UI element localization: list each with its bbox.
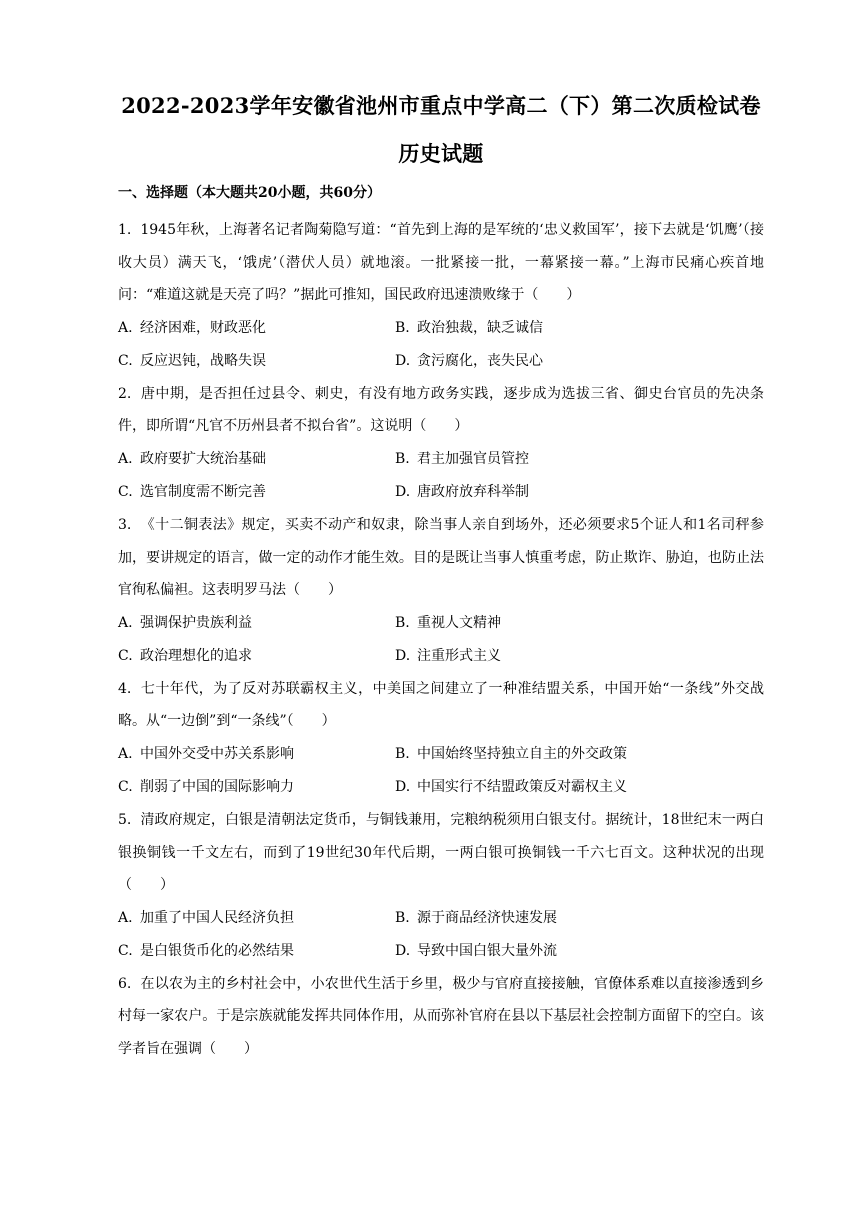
answer-option [395,935,764,968]
answer-option [395,607,764,640]
answer-option [118,640,395,673]
exam-subtitle: 历史试题 [398,141,484,166]
answer-option [395,771,764,804]
question-stem [118,804,764,902]
option-text: 政治理想化的追求 [140,647,252,664]
option-letter: D. [395,647,411,664]
section-heading: 一、选择题（本大题共20小题，共60分） [118,185,381,201]
option-letter: C. [118,778,133,795]
option-text: 贪污腐化，丧失民心 [417,352,543,369]
option-list [118,443,764,509]
question-stem [118,214,764,312]
option-letter: D. [395,352,411,369]
question-number: 3. [118,516,132,533]
option-text: 政治独裁，缺乏诚信 [417,319,543,336]
option-text: 经济困难，财政恶化 [140,319,266,336]
answer-option [118,312,395,345]
answer-option [395,312,764,345]
option-letter: C. [118,352,133,369]
answer-option [395,902,764,935]
option-text: 注重形式主义 [417,647,501,664]
answer-option [118,935,395,968]
question-item [118,509,764,673]
answer-option [395,443,764,476]
answer-option [118,345,395,378]
option-letter: D. [395,778,411,795]
option-letter: A. [118,450,133,467]
question-stem [118,509,764,607]
answer-option [395,345,764,378]
option-text: 强调保护贵族利益 [140,614,252,631]
question-item [118,378,764,509]
option-text: 君主加强官员管控 [417,450,529,467]
answer-option [118,476,395,509]
option-list [118,738,764,804]
option-text: 选官制度需不断完善 [140,483,266,500]
answer-option [395,476,764,509]
answer-option [118,902,395,935]
option-letter: B. [395,614,410,631]
option-letter: B. [395,450,410,467]
question-text: 清政府规定，白银是清朝法定货币，与铜钱兼用，完粮纳税须用白银支付。据统计，18世纪末一两白银换铜钱一千文左右，而到了19世纪30年代后期，一两白银可换铜钱一千六七百文。这种状况的出现（ ） [118,811,764,894]
option-letter: B. [395,909,410,926]
answer-option [395,738,764,771]
option-text: 反应迟钝，战略失误 [140,352,266,369]
answer-option [118,607,395,640]
answer-option [395,640,764,673]
option-list [118,902,764,968]
option-text: 加重了中国人民经济负担 [140,909,294,926]
question-text: 1945年秋，上海著名记者陶菊隐写道：“首先到上海的是军统的‘忠义救国军’，接下去就是‘饥鹰’（接收大员）满天飞，‘饿虎’（潜伏人员）就地滚。一批紧接一批，一幕紧接一幕。”上海市民痛心疾首地问：“难道这就是天亮了吗？”据此可推知，国民政府迅速溃败缘于（ ） [118,222,764,304]
option-letter: B. [395,319,410,336]
option-text: 政府要扩大统治基础 [140,450,266,467]
option-letter: C. [118,647,133,664]
option-letter: B. [395,745,410,762]
option-text: 中国始终坚持独立自主的外交政策 [417,745,627,762]
option-text: 是白银货币化的必然结果 [140,942,294,959]
option-letter: D. [395,942,411,959]
option-text: 导致中国白银大量外流 [417,942,557,959]
question-item [118,673,764,804]
answer-option [118,771,395,804]
option-letter: A. [118,745,133,762]
option-text: 唐政府放弃科举制 [417,483,529,500]
option-list [118,312,764,378]
question-number: 5. [118,811,132,828]
option-letter: A. [118,909,133,926]
question-stem [118,968,764,1066]
answer-option [118,738,395,771]
question-number: 2. [118,385,132,402]
option-letter: A. [118,319,133,336]
question-number: 6. [118,975,132,992]
option-list [118,607,764,673]
option-letter: C. [118,942,133,959]
option-letter: A. [118,614,133,631]
option-text: 中国实行不结盟政策反对霸权主义 [417,778,627,795]
option-letter: D. [395,483,411,500]
question-text: 唐中期，是否担任过县令、刺史，有没有地方政务实践，逐步成为选拔三省、御史台官员的先决条件，即所谓“凡官不历州县者不拟台省”。这说明（ ） [118,385,764,435]
question-item [118,214,764,378]
answer-option [118,443,395,476]
question-list [118,214,764,1066]
question-item [118,804,764,968]
option-text: 源于商品经济快速发展 [417,909,557,926]
question-text: 在以农为主的乡村社会中，小农世代生活于乡里，极少与官府直接接触，官僚体系难以直接渗透到乡村每一家农户。于是宗族就能发挥共同体作用，从而弥补官府在县以下基层社会控制方面留下的空白。该学者旨在强调（ ） [118,975,764,1057]
question-number: 4. [118,680,132,697]
option-text: 削弱了中国的国际影响力 [140,778,294,795]
question-item [118,968,764,1066]
option-text: 重视人文精神 [417,614,501,631]
question-stem [118,673,764,738]
question-number: 1. [118,222,132,238]
question-text: 七十年代，为了反对苏联霸权主义，中美国之间建立了一种准结盟关系，中国开始“一条线”外交战略。从“一边倒”到“一条线”（ ） [118,680,764,730]
question-text: 《十二铜表法》规定，买卖不动产和奴隶，除当事人亲自到场外，还必须要求5个证人和1名司秤参加，要讲规定的语言，做一定的动作才能生效。目的是既让当事人慎重考虑，防止欺诈、胁迫，也防止法官徇私偏袒。这表明罗马法（ ） [118,516,764,599]
option-letter: C. [118,483,133,500]
option-text: 中国外交受中苏关系影响 [140,745,294,762]
question-stem [118,378,764,443]
exam-title: 2022-2023学年安徽省池州市重点中学高二（下）第二次质检试卷 [121,93,761,118]
